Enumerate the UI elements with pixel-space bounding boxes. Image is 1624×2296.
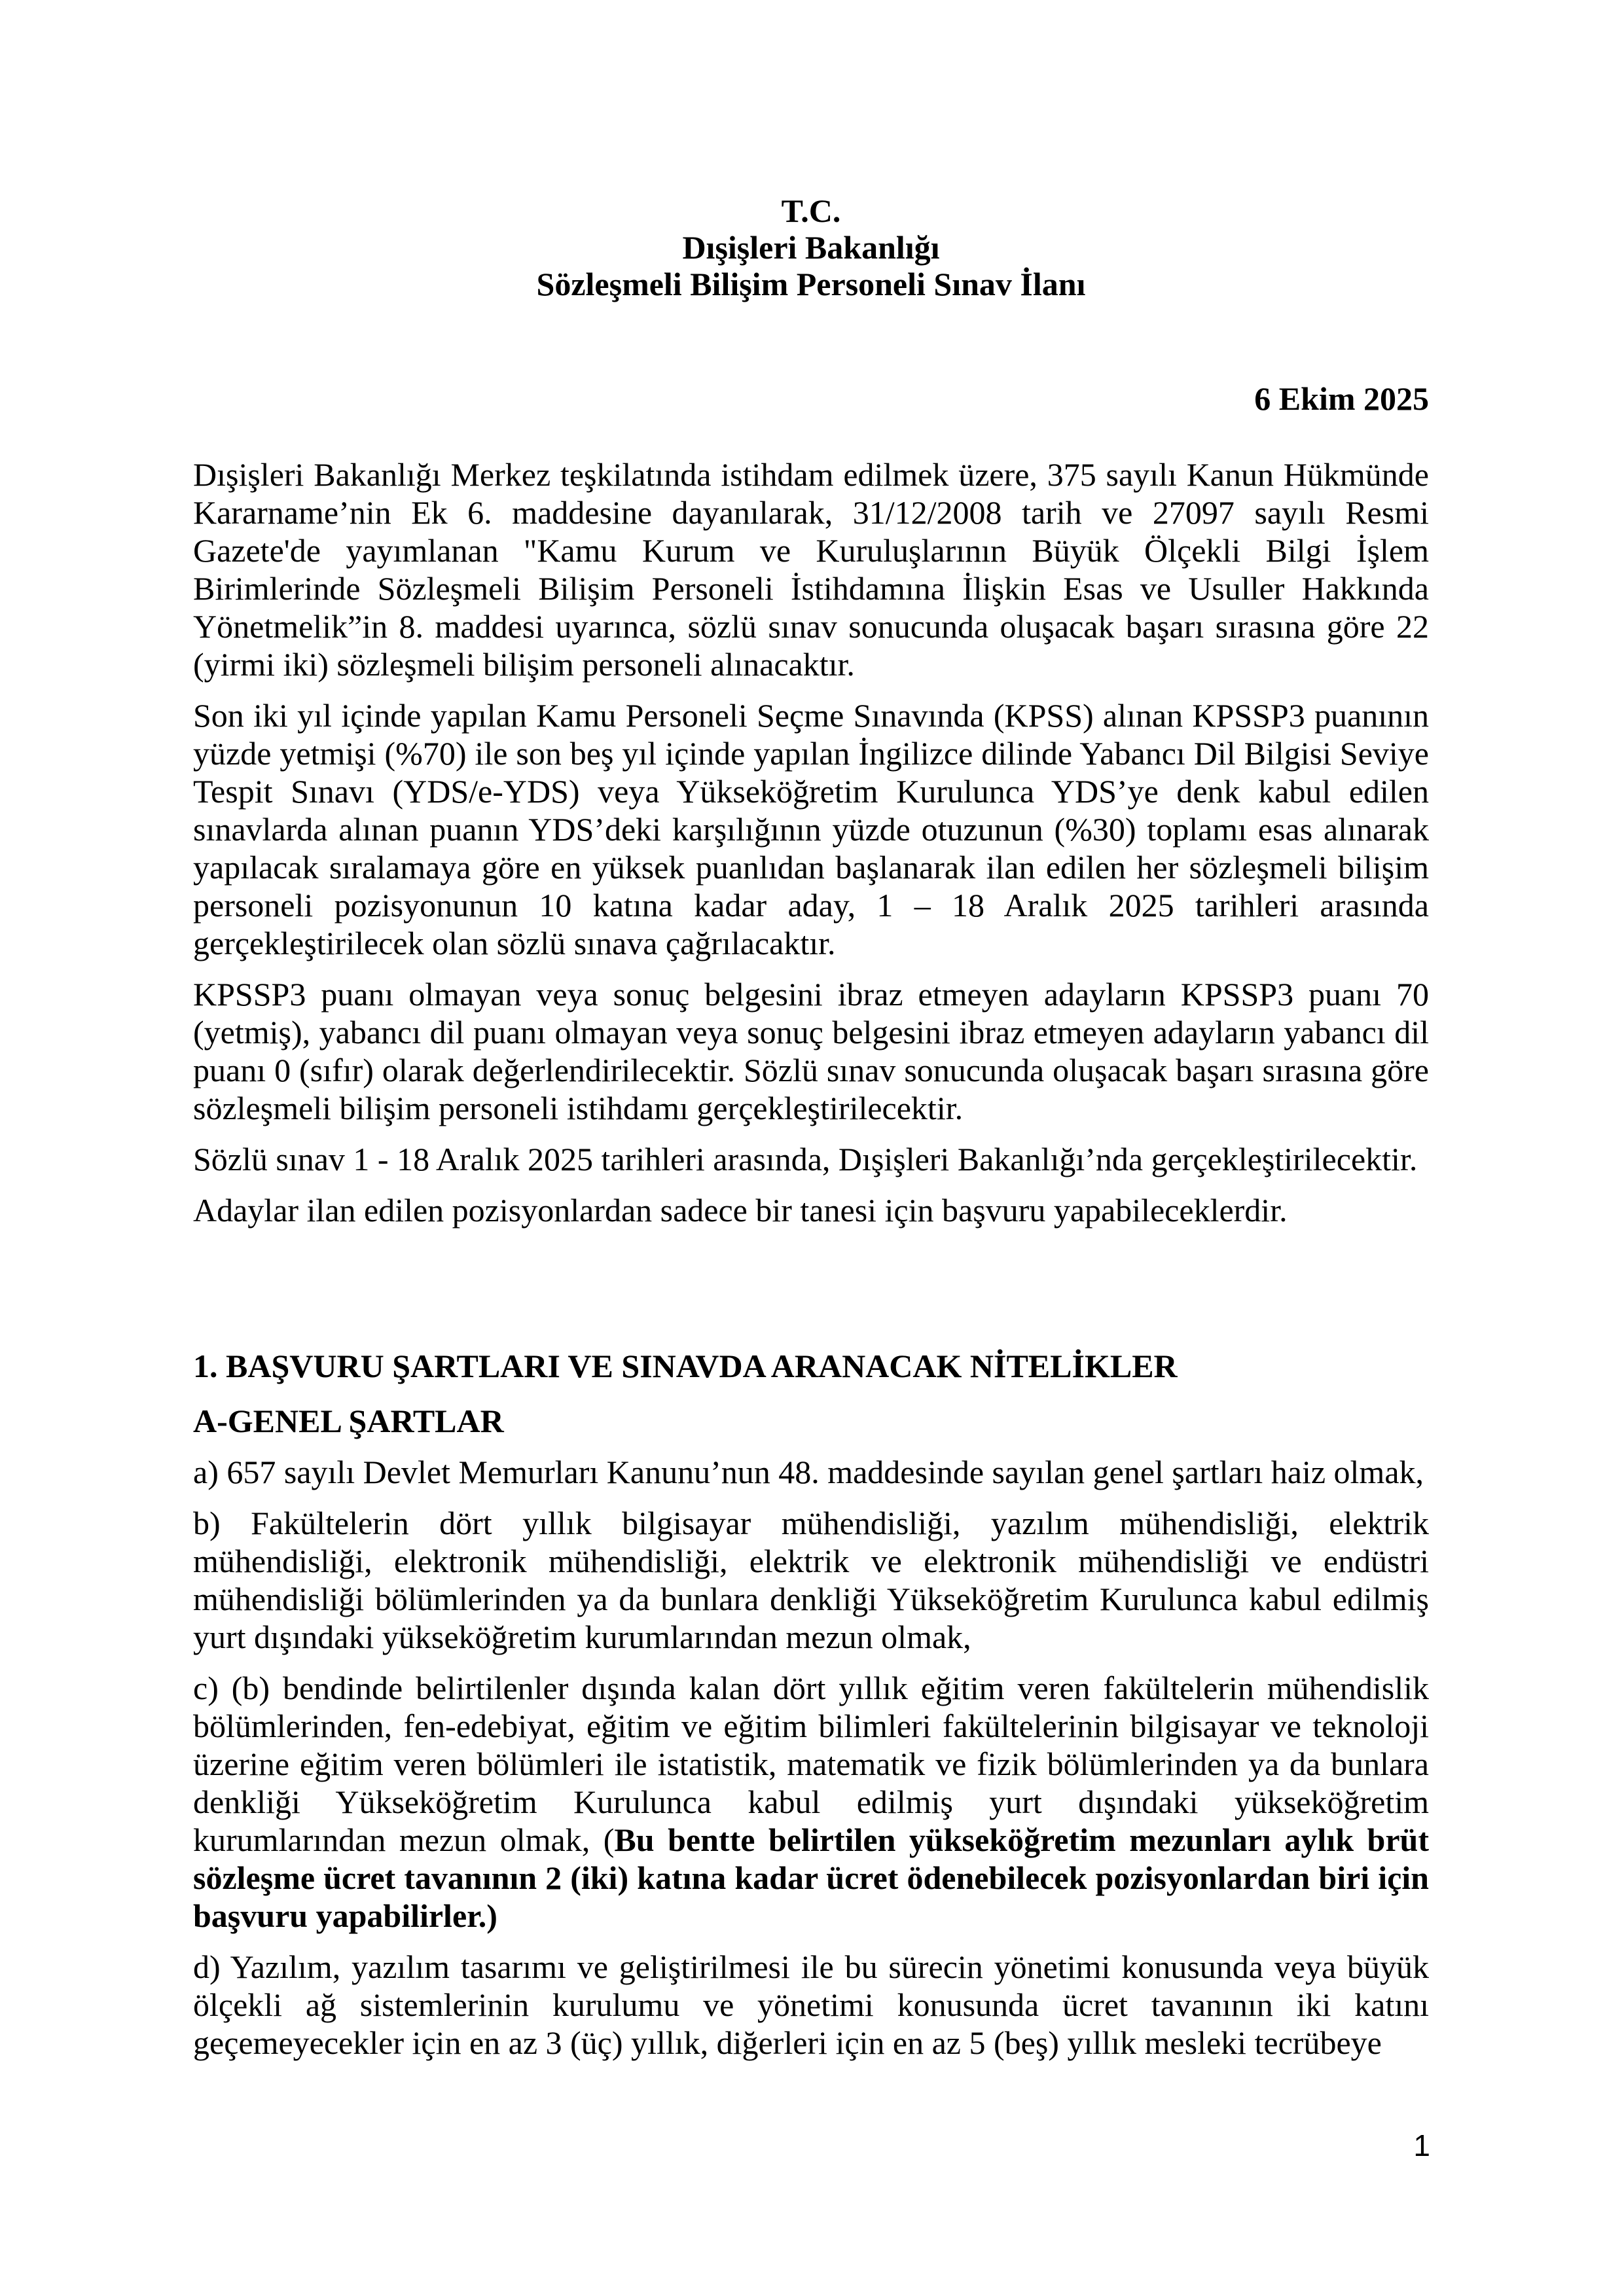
requirement-item-c-bold-note: Bu bentte belirtilen yükseköğretim mezunları aylık brüt sözleşme ücret tavanının 2 (iki) katına kadar ücret ödenebilecek pozisyonlardan biri için başvuru yapabilirler.) (193, 1821, 1430, 1934)
document-date: 6 Ekim 2025 (1254, 380, 1429, 417)
header-republic: T.C. (781, 192, 841, 229)
section-subheading: A-GENEL ŞARTLAR (193, 1403, 504, 1439)
requirement-item-d: d) Yazılım, yazılım tasarımı ve geliştirilmesi ile bu sürecin yönetimi konusunda veya büyük ölçekli ağ sistemlerinin kurulumu ve yönetimi konusunda ücret tavanının iki katını geçemeyecekler için en az 3 (üç) yıllık, diğerleri için en az 5 (beş) yıllık mesleki tecrübeye (193, 1948, 1429, 2061)
intro-paragraph-1: Dışişleri Bakanlığı Merkez teşkilatında istihdam edilmek üzere, 375 sayılı Kanun Hükmünde Kararname’nin Ek 6. maddesine dayanılarak, 31/12/2008 tarih ve 27097 sayılı Resmi Gazete'de yayımlanan "Kamu Kurum ve Kuruluşlarının Büyük Ölçekli Bilgi İşlem Birimlerinde Sözleşmeli Bilişim Personeli İstihdamına İlişkin Esas ve Usuller Hakkında Yönetmelik”in 8. maddesi uyarınca, sözlü sınav sonucunda oluşacak başarı sırasına göre 22 (yirmi iki) sözleşmeli bilişim personeli alınacaktır. (193, 456, 1429, 683)
requirement-item-a: a) 657 sayılı Devlet Memurları Kanunu’nun 48. maddesinde sayılan genel şartları haiz olmak, (193, 1454, 1424, 1490)
document-header (193, 192, 1429, 302)
intro-paragraph-5: Adaylar ilan edilen pozisyonlardan sadece bir tanesi için başvuru yapabileceklerdir. (193, 1192, 1288, 1229)
document-title: Sözleşmeli Bilişim Personeli Sınav İlanı (536, 266, 1086, 302)
page-number: 1 (1413, 2128, 1430, 2162)
section-heading: 1. BAŞVURU ŞARTLARI VE SINAVDA ARANACAK NİTELİKLER (193, 1348, 1178, 1384)
intro-paragraph-3: KPSSP3 puanı olmayan veya sonuç belgesini ibraz etmeyen adayların KPSSP3 puanı 70 (yetmiş), yabancı dil puanı olmayan veya sonuç belgesini ibraz etmeyen adayların yabancı dil puanı 0 (sıfır) olarak değerlendirilecektir. Sözlü sınav sonucunda oluşacak başarı sırasına göre sözleşmeli bilişim personeli istihdamı gerçekleştirilecektir. (193, 976, 1429, 1126)
header-ministry: Dışişleri Bakanlığı (682, 229, 940, 266)
document-body (193, 456, 1429, 2075)
requirement-item-b: b) Fakültelerin dört yıllık bilgisayar mühendisliği, yazılım mühendisliği, elektrik mühendisliği, elektronik mühendisliği, elektrik ve elektronik mühendisliği ve endüstri mühendisliği bölümlerinden ya da bunlara denkliği Yükseköğretim Kurulunca kabul edilmiş yurt dışındaki yükseköğretim kurumlarından mezun olmak, (193, 1505, 1429, 1655)
intro-paragraph-2: Son iki yıl içinde yapılan Kamu Personeli Seçme Sınavında (KPSS) alınan KPSSP3 puanının yüzde yetmişi (%70) ile son beş yıl içinde yapılan İngilizce dilinde Yabancı Dil Bilgisi Seviye Tespit Sınavı (YDS/e-YDS) veya Yükseköğretim Kurulunca YDS’ye denk kabul edilen sınavlarda alınan puanın YDS’deki karşılığının yüzde otuzunun (%30) toplamı esas alınarak yapılacak sıralamaya göre en yüksek puanlıdan başlanarak ilan edilen her sözleşmeli bilişim personeli pozisyonunun 10 katına kadar aday, 1 – 18 Aralık 2025 tarihleri arasında gerçekleştirilecek olan sözlü sınava çağrılacaktır. (193, 697, 1429, 961)
requirement-item-c (193, 1669, 1429, 1935)
intro-paragraph-4: Sözlü sınav 1 - 18 Aralık 2025 tarihleri arasında, Dışişleri Bakanlığı’nda gerçekleştirilecektir. (193, 1141, 1418, 1177)
requirement-item-c-text: c) (b) bendinde belirtilenler dışında kalan dört yıllık eğitim veren fakültelerin mühendislik bölümlerinden, fen-edebiyat, eğitim ve eğitim bilimleri fakültelerinin bilgisayar ve teknoloji üzerine eğitim veren bölümleri ile istatistik, matematik ve fizik bölümlerinden ya da bunlara denkliği Yükseköğretim Kurulunca kabul edilmiş yurt dışındaki yükseköğretim kurumlarından mezun olmak, ( (193, 1670, 1429, 1858)
